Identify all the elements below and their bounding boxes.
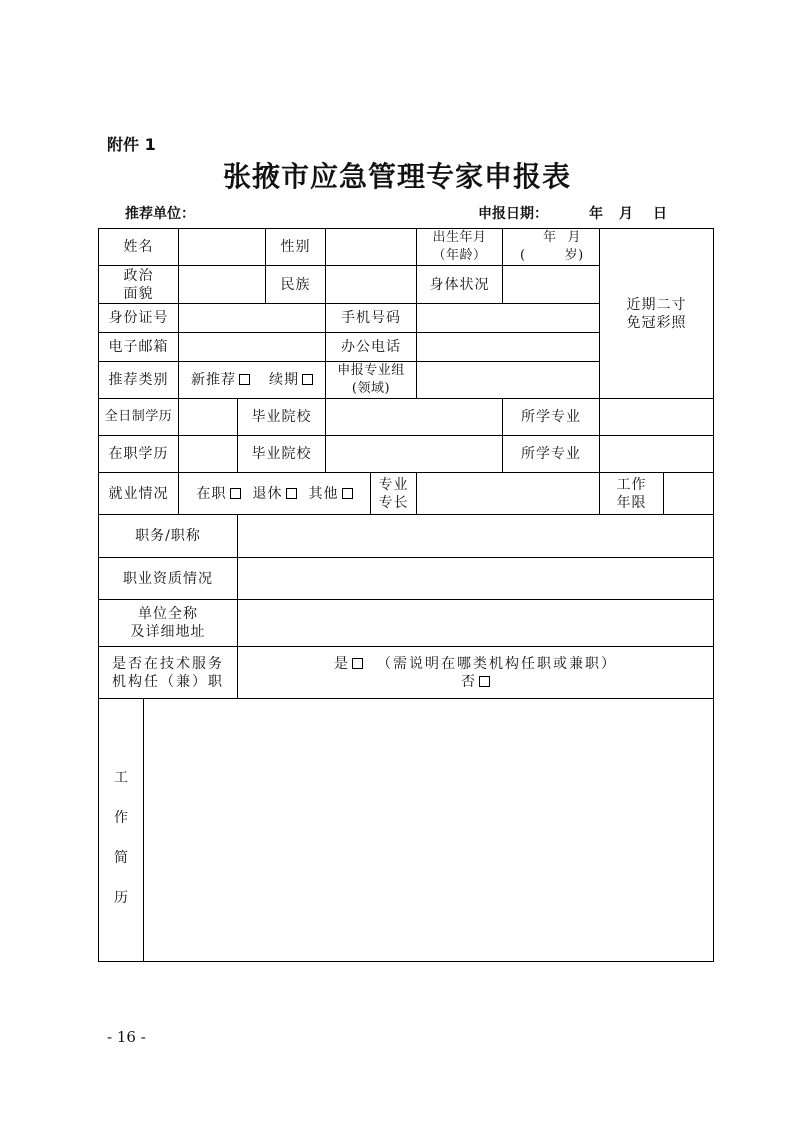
- age-open-paren: (: [520, 248, 526, 263]
- tech-service-yes-line: [238, 655, 713, 673]
- checkbox-other: [342, 488, 353, 499]
- birth-field-line1: [503, 229, 599, 247]
- office-phone-field: [417, 333, 600, 362]
- work-years-line2: 年限: [616, 494, 647, 511]
- age-unit: 岁): [564, 248, 584, 263]
- name-field: [179, 229, 266, 266]
- specialty-group-label: [326, 362, 417, 399]
- photo-placeholder: [600, 229, 714, 399]
- birth-label-line1: 出生年月: [432, 230, 487, 245]
- checkbox-new-recommend: [239, 374, 250, 385]
- tech-service-no-label: 否: [461, 673, 476, 690]
- form-row-position: [99, 515, 714, 558]
- form-row-resume: [99, 699, 714, 962]
- checkbox-tech-service-yes: [352, 658, 363, 669]
- tech-service-field: [238, 647, 714, 699]
- photo-hint-line1: 近期二寸: [626, 296, 687, 313]
- mobile-label: 手机号码: [326, 304, 417, 333]
- tech-service-no-line: [238, 673, 713, 691]
- form-row-employment: [99, 473, 714, 515]
- tech-service-line1: 是否在技术服务: [112, 655, 224, 672]
- name-label: 姓名: [99, 229, 179, 266]
- page-number: - 16 -: [107, 1028, 146, 1046]
- resume-label-cell: [99, 699, 144, 962]
- work-years-line1: 工作: [616, 476, 647, 493]
- expertise-label: [371, 473, 417, 515]
- fulltime-school-label: 毕业院校: [238, 399, 326, 436]
- birth-month-unit: 月: [567, 230, 582, 245]
- tech-service-line2: 机构任（兼）职: [112, 673, 224, 690]
- expertise-line1: 专业: [378, 476, 409, 493]
- birth-label-cell: [417, 229, 503, 266]
- political-status-field: [179, 266, 266, 304]
- fulltime-education-label: 全日制学历: [99, 399, 179, 436]
- checkbox-renewal: [302, 374, 313, 385]
- option-new-recommend: [191, 371, 250, 389]
- option-other-label: 其他: [308, 485, 339, 502]
- specialty-group-field: [417, 362, 600, 399]
- birth-label-line2: （年龄）: [432, 248, 487, 263]
- option-retired: [253, 485, 297, 503]
- employment-status-label: 就业情况: [99, 473, 179, 515]
- inservice-education-field: [179, 436, 238, 473]
- gender-label: 性别: [266, 229, 326, 266]
- inservice-major-field: [600, 436, 714, 473]
- work-years-field: [664, 473, 714, 515]
- specialty-group-line2: (领域): [351, 381, 391, 396]
- recommend-type-label: 推荐类别: [99, 362, 179, 399]
- email-field: [179, 333, 326, 362]
- qualification-field: [238, 558, 714, 600]
- attachment-label: 附件 1: [107, 135, 156, 154]
- employer-line2: 及详细地址: [130, 624, 206, 640]
- position-title-label: 职务/职称: [99, 515, 238, 558]
- specialty-group-line1: 申报专业组: [337, 363, 405, 378]
- office-phone-label: 办公电话: [326, 333, 417, 362]
- option-new-recommend-label: 新推荐: [191, 372, 236, 388]
- political-status-label: [99, 266, 179, 304]
- employer-field: [238, 600, 714, 647]
- fulltime-education-field: [179, 399, 238, 436]
- birth-field-line2: [503, 247, 599, 265]
- form-row-fulltime-education: [99, 399, 714, 436]
- resume-field: [144, 699, 714, 962]
- recommender-label: 推荐单位：: [125, 206, 195, 222]
- ethnicity-field: [326, 266, 417, 304]
- form-title: 张掖市应急管理专家申报表: [222, 160, 571, 193]
- option-retired-label: 退休: [252, 485, 283, 502]
- checkbox-employed: [230, 488, 241, 499]
- mobile-field: [417, 304, 600, 333]
- birth-year-unit: 年: [543, 230, 557, 245]
- political-status-line2: 面貌: [123, 285, 154, 302]
- date-year-label: 年: [589, 206, 603, 222]
- work-years-label: [600, 473, 664, 515]
- fulltime-school-field: [326, 399, 503, 436]
- email-label: 电子邮箱: [99, 333, 179, 362]
- position-title-field: [238, 515, 714, 558]
- option-renewal: [269, 371, 313, 389]
- qualification-label: 职业资质情况: [99, 558, 238, 600]
- expertise-line2: 专长: [378, 494, 409, 511]
- tech-service-label: [99, 647, 238, 699]
- health-label: 身体状况: [417, 266, 503, 304]
- id-number-label: 身份证号: [99, 304, 179, 333]
- checkbox-retired: [286, 488, 297, 499]
- expert-application-form: [98, 228, 714, 962]
- option-renewal-label: 续期: [269, 372, 299, 388]
- form-row-employer: [99, 600, 714, 647]
- resume-label: 工作简历: [114, 770, 128, 906]
- employer-line1: 单位全称: [138, 606, 198, 622]
- employment-status-options: [179, 473, 371, 515]
- photo-hint-line2: 免冠彩照: [626, 314, 687, 331]
- form-row-tech-service: [99, 647, 714, 699]
- fulltime-major-label: 所学专业: [503, 399, 600, 436]
- option-other: [309, 485, 353, 503]
- political-status-line1: 政治: [123, 267, 154, 284]
- option-employed-label: 在职: [196, 485, 227, 502]
- employer-label: [99, 600, 238, 647]
- inservice-school-field: [326, 436, 503, 473]
- form-row-qualification: [99, 558, 714, 600]
- inservice-major-label: 所学专业: [503, 436, 600, 473]
- fulltime-major-field: [600, 399, 714, 436]
- application-date-label: 申报日期：: [478, 206, 548, 222]
- tech-service-yes-label: 是: [334, 655, 349, 672]
- ethnicity-label: 民族: [266, 266, 326, 304]
- id-number-field: [179, 304, 326, 333]
- inservice-school-label: 毕业院校: [238, 436, 326, 473]
- inservice-education-label: 在职学历: [99, 436, 179, 473]
- form-row-inservice-education: [99, 436, 714, 473]
- recommend-type-options: [179, 362, 326, 399]
- option-employed: [197, 485, 241, 503]
- birth-field: [503, 229, 600, 266]
- health-field: [503, 266, 600, 304]
- expertise-field: [417, 473, 600, 515]
- form-row-basic-1: [99, 229, 714, 266]
- gender-field: [326, 229, 417, 266]
- date-month-label: 月: [619, 206, 633, 222]
- date-day-label: 日: [653, 206, 667, 222]
- tech-service-note: （需说明在哪类机构任职或兼职）: [377, 655, 617, 672]
- checkbox-tech-service-no: [479, 676, 490, 687]
